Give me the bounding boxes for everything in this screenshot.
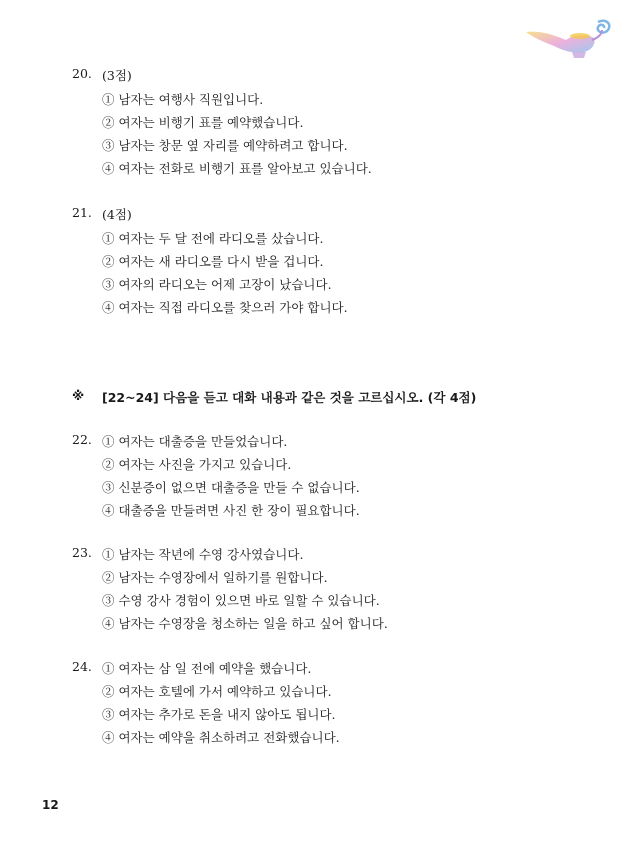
answer-option[interactable]: ③ 남자는 창문 옆 자리를 예약하려고 합니다.	[102, 138, 348, 153]
answer-option[interactable]: ④ 여자는 전화로 비행기 표를 알아보고 있습니다.	[102, 161, 372, 176]
magic-lamp-icon	[522, 14, 614, 66]
answer-option[interactable]: ② 남자는 수영장에서 일하기를 원합니다.	[102, 570, 328, 585]
answer-option[interactable]: ② 여자는 사진을 가지고 있습니다.	[102, 457, 292, 472]
answer-option[interactable]: ① 남자는 작년에 수영 강사였습니다.	[102, 547, 304, 562]
answer-option[interactable]: ④ 여자는 예약을 취소하려고 전화했습니다.	[102, 730, 340, 745]
reference-mark: ※	[72, 388, 85, 403]
question-number: 21.	[72, 205, 92, 220]
answer-option[interactable]: ② 여자는 호텔에 가서 예약하고 있습니다.	[102, 684, 332, 699]
answer-option[interactable]: ④ 남자는 수영장을 청소하는 일을 하고 싶어 합니다.	[102, 616, 388, 631]
question-points: (4점)	[102, 207, 132, 222]
answer-option[interactable]: ② 여자는 비행기 표를 예약했습니다.	[102, 115, 304, 130]
question-number: 23.	[72, 545, 92, 560]
question-number: 24.	[72, 659, 92, 674]
question-number: 22.	[72, 432, 92, 447]
question-number: 20.	[72, 66, 92, 81]
answer-option[interactable]: ② 여자는 새 라디오를 다시 받을 겁니다.	[102, 254, 324, 269]
answer-option[interactable]: ① 여자는 삼 일 전에 예약을 했습니다.	[102, 661, 312, 676]
answer-option[interactable]: ① 여자는 두 달 전에 라디오를 샀습니다.	[102, 231, 324, 246]
answer-option[interactable]: ③ 수영 강사 경험이 있으면 바로 일할 수 있습니다.	[102, 593, 380, 608]
page-number: 12	[42, 798, 59, 812]
answer-option[interactable]: ③ 여자의 라디오는 어제 고장이 났습니다.	[102, 277, 332, 292]
answer-option[interactable]: ④ 대출증을 만들려면 사진 한 장이 필요합니다.	[102, 503, 360, 518]
answer-option[interactable]: ① 여자는 대출증을 만들었습니다.	[102, 434, 288, 449]
answer-option[interactable]: ③ 신분증이 없으면 대출증을 만들 수 없습니다.	[102, 480, 360, 495]
answer-option[interactable]: ① 남자는 여행사 직원입니다.	[102, 92, 264, 107]
answer-option[interactable]: ④ 여자는 직접 라디오를 찾으러 가야 합니다.	[102, 300, 348, 315]
instruction-text: [22~24] 다음을 듣고 대화 내용과 같은 것을 고르십시오. (각 4점)	[102, 390, 477, 405]
answer-option[interactable]: ③ 여자는 추가로 돈을 내지 않아도 됩니다.	[102, 707, 336, 722]
question-points: (3점)	[102, 68, 132, 83]
